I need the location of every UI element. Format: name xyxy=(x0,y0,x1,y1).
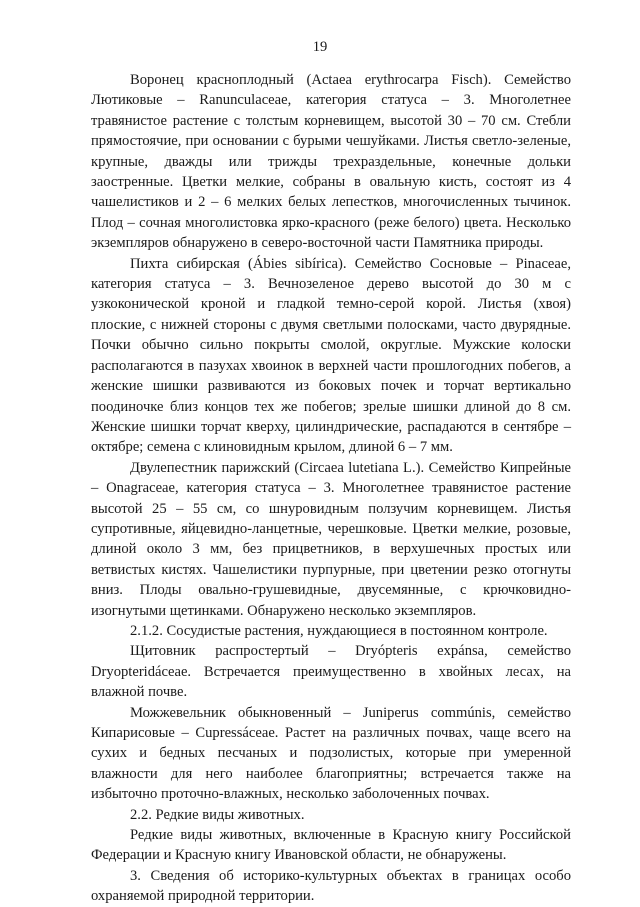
paragraph-circaea: Двулепестник парижский (Circaea lutetiana L.). Семейство Кипрейные – Onagraceae, категория статуса – 3. Многолетнее травянистое растение высотой 25 – 55 см, со шнуровидным ползучим корневищем. Листья супротивные, яйцевидно-ланцетные, черешковые. Цветки мелкие, розовые, длиной около 3 мм, без прицветников, в верхушечных простых или ветвистых кистях. Чашелистики пурпурные, при цветении резко отогнуты вниз. Плоды овально-грушевидные, двусемянные, с крючковидно-изогнутыми щетинками. Обнаружено несколько экземпляров. xyxy=(91,459,571,619)
body-text xyxy=(91,70,571,907)
page-number: 19 xyxy=(312,39,328,55)
paragraph-juniperus: Можжевельник обыкновенный – Juniperus commúnis, семейство Кипарисовые – Cupressáceae. Растет на различных почвах, чаще всего на сухих и бедных песчаных и подзолистых, которые при умеренной влажности для него наиболее благоприятны; встречается также на избыточно проточно-влажных, несколько заболоченных почвах. xyxy=(91,704,571,803)
section-heading-2-1-2: 2.1.2. Сосудистые растения, нуждающиеся в постоянном контроле. xyxy=(130,622,548,639)
paragraph-animals: Редкие виды животных, включенные в Красную книгу Российской Федерации и Красную книгу Ивановской области, не обнаружены. xyxy=(91,827,571,864)
paragraph-actaea: Воронец красноплодный (Actaea erythrocarpa Fisch). Семейство Лютиковые – Ranunculaceae, категория статуса – 3. Многолетнее травянистое растение с толстым корневищем, высотой 30 – 70 см. Стебли прямостоячие, при основании с бурыми чешуйками. Листья светло-зеленые, крупные, дважды или трижды трехраздельные, конечные дольки заостренные. Цветки мелкие, собраны в овальную кисть, состоят из 4 чашелистиков и 2 – 6 мелких белых лепестков, многочисленных тычинок. Плод – сочная многолистовка ярко-красного (реже белого) цвета. Несколько экземпляров обнаружено в северо-восточной части Памятника природы. xyxy=(91,72,571,252)
section-heading-3: 3. Сведения об историко-культурных объектах в границах особо охраняемой природной территории. xyxy=(91,867,571,905)
paragraph-abies: Пихта сибирская (Ábies sibírica). Семейство Сосновые – Pinaceae, категория статуса – 3. Вечнозеленое дерево высотой до 30 м с узкоконической кроной и гладкой темно-серой корой. Листья (хвоя) плоские, с нижней стороны с двумя светлыми полосками, часто двурядные. Почки обычно сильно покрыты смолой, округлые. Мужские колоски располагаются в пазухах хвоинок в верхней части прошлогодних побегов, а женские шишки развиваются из боковых почек и торчат вертикально поодиночке близ концов тех же побегов; зрелые шишки длиной до 8 см. Женские шишки торчат кверху, цилиндрические, распадаются в сентябре – октябре; семена с клиновидным крылом, длиной 6 – 7 мм. xyxy=(91,255,571,456)
paragraph-dryopteris: Щитовник распростертый – Dryópteris expánsa, семейство Dryopteridáceae. Встречается преимущественно в хвойных лесах, на влажной почве. xyxy=(91,643,571,701)
section-heading-2-2: 2.2. Редкие виды животных. xyxy=(130,806,305,823)
